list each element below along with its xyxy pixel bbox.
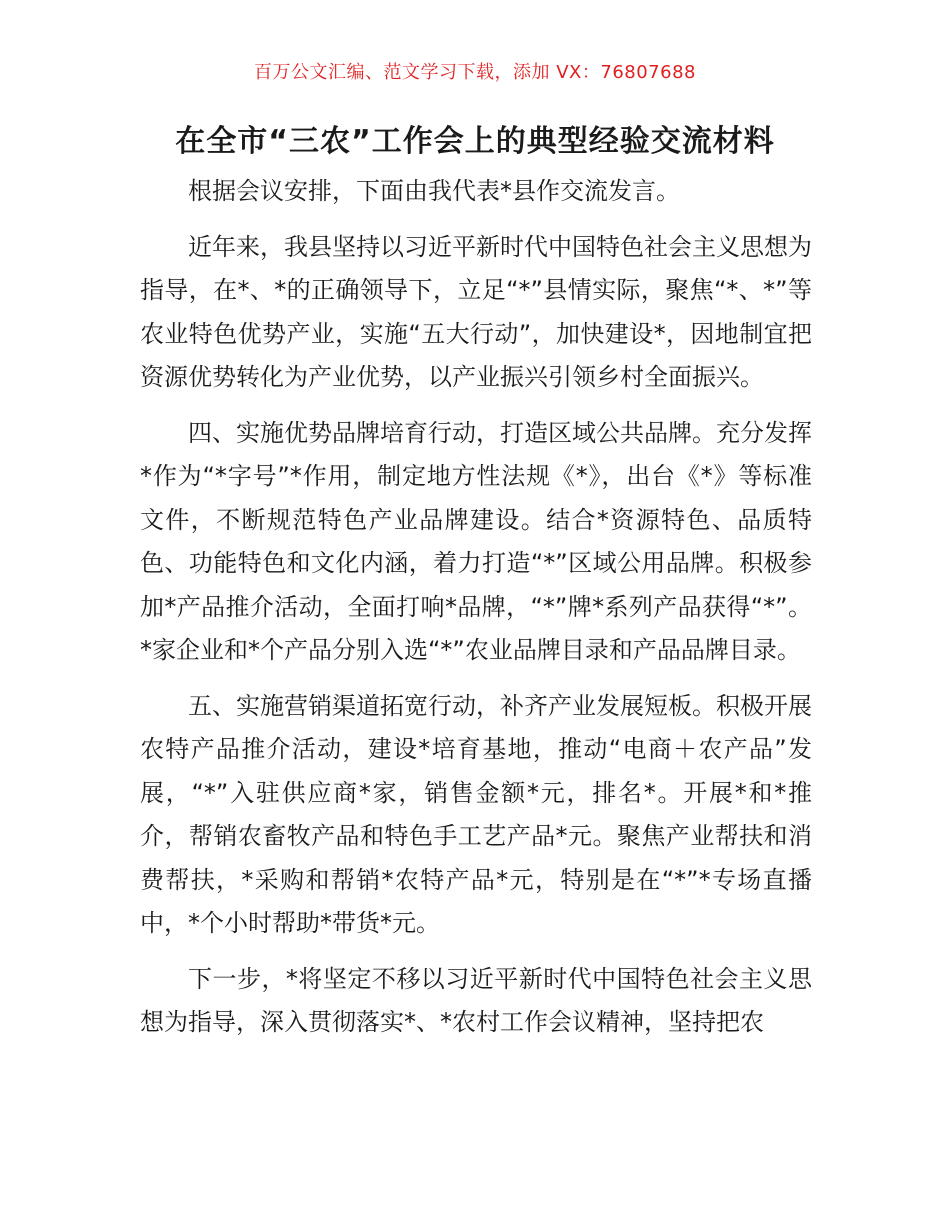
- paragraph: 下一步，*将坚定不移以习近平新时代中国特色社会主义思想为指导，深入贯彻落实*、*农村工作会议精神，坚持把农: [140, 964, 812, 1036]
- document-body: [140, 170, 812, 1057]
- watermark-banner: 百万公文汇编、范文学习下载，添加 VX：76807688: [254, 62, 696, 83]
- paragraph: 根据会议安排，下面由我代表*县作交流发言。: [188, 177, 680, 205]
- paragraph: 近年来，我县坚持以习近平新时代中国特色社会主义思想为指导，在*、*的正确领导下，立足“*”县情实际，聚焦“*、*”等农业特色优势产业，实施“五大行动”，加快建设*，因地制宜把资源优势转化为产业优势，以产业振兴引领乡村全面振兴。: [140, 232, 812, 391]
- paragraph: 五、实施营销渠道拓宽行动，补齐产业发展短板。积极开展农特产品推介活动，建设*培育基地，推动“电商＋农产品”发展，“*”入驻供应商*家，销售金额*元，排名*。开展*和*推介，帮销农畜牧产品和特色手工艺产品*元。聚焦产业帮扶和消费帮扶，*采购和帮销*农特产品*元，特别是在“*”*专场直播中，*个小时帮助*带货*元。: [140, 691, 812, 937]
- page-title: 在全市“三农”工作会上的典型经验交流材料: [175, 124, 775, 159]
- paragraph: 四、实施优势品牌培育行动，打造区域公共品牌。充分发挥*作为“*字号”*作用，制定地方性法规《*》，出台《*》等标准文件，不断规范特色产业品牌建设。结合*资源特色、品质特色、功能特色和文化内涵，着力打造“*”区域公用品牌。积极参加*产品推介活动，全面打响*品牌，“*”牌*系列产品获得“*”。*家企业和*个产品分别入选“*”农业品牌目录和产品品牌目录。: [140, 418, 812, 664]
